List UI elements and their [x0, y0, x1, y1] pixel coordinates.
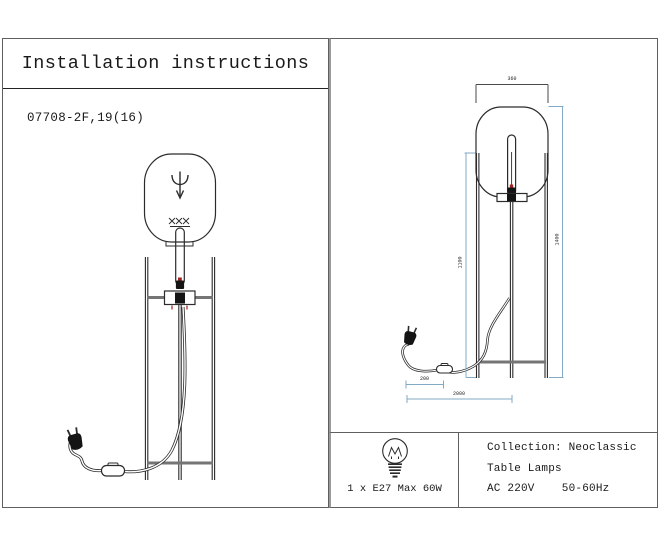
bulb-spec-label: 1 x E27 Max 60W	[347, 483, 442, 495]
dim-cord-length: 2000	[452, 390, 465, 397]
dim-shade-width: 360	[507, 76, 517, 82]
left-panel	[2, 38, 329, 508]
collection-line: Collection: Neoclassic	[487, 442, 637, 454]
title-bar	[3, 39, 328, 89]
power-spec: AC 220V 50-60Hz	[487, 483, 610, 495]
dim-stand-height: 1100	[457, 256, 464, 269]
dim-switch-distance: 200	[419, 376, 429, 382]
collection-spec-cell	[459, 433, 657, 507]
collection-type: Table Lamps	[487, 462, 562, 475]
page-title: Installation instructions	[21, 53, 310, 74]
model-number: 07708-2F,19(16)	[27, 111, 145, 125]
dim-total-height: 1400	[554, 233, 561, 246]
light-bulb-icon	[375, 437, 415, 481]
spec-strip	[329, 432, 658, 508]
bulb-spec-cell	[331, 433, 459, 507]
